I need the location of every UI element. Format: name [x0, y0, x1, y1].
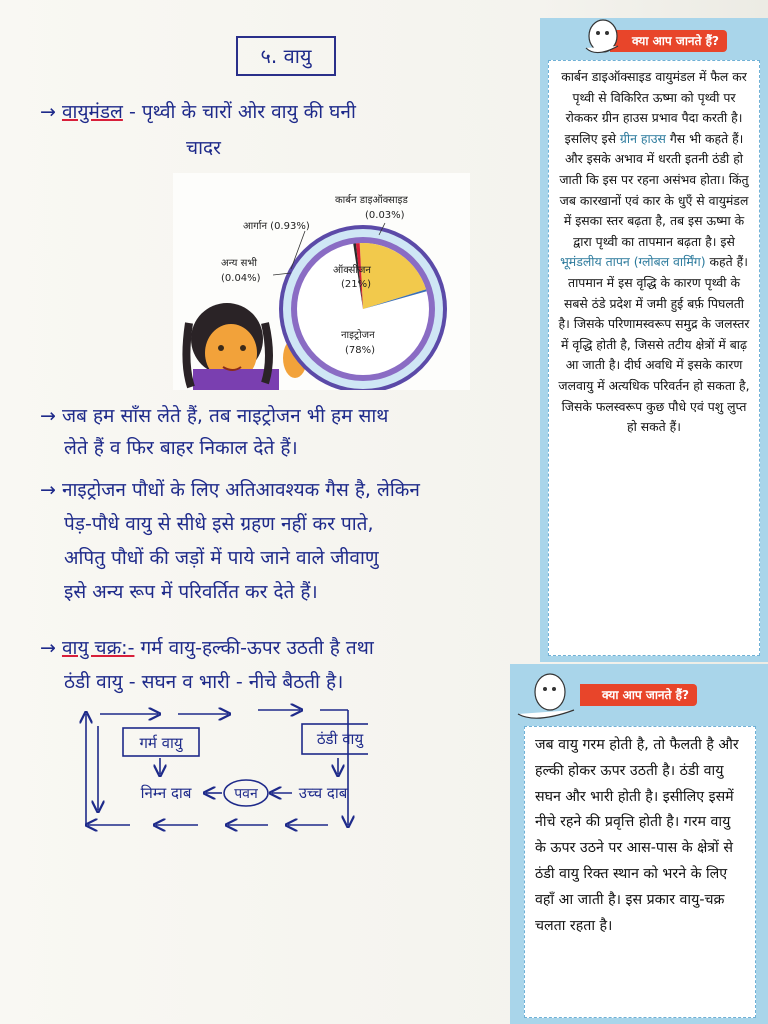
definition-line — [40, 96, 356, 129]
info-box-2-text: जब वायु गरम होती है, तो फैलती है और हल्की होकर ऊपर उठती है। ठंडी वायु सघन और भारी होती है। इसीलिए इसमें नीचे रहने की प्रवृत्ति होती है। गरम वायु के ऊपर उठने पर आस-पास के क्षेत्रों से ठंडी वायु रिक्त स्थान को भरने के लिए वहाँ आ जाती है। इस प्रकार वायु-चक्र चलता रहता है। — [535, 737, 739, 934]
para1-line2: लेते हैं व फिर बाहर निकाल देते हैं। — [64, 437, 298, 459]
definition-text-cont: चादर — [186, 137, 221, 159]
ghost-mascot-icon — [516, 670, 578, 720]
wind-label: पवन — [234, 786, 258, 802]
info-box-greenhouse — [540, 18, 768, 662]
label-oxygen: ऑक्सीजन — [333, 265, 371, 276]
para3-line2: ठंडी वायु - सघन व भारी - नीचे बैठती है। — [64, 671, 344, 693]
arrow-icon: → — [40, 405, 56, 427]
label-oxygen-pct: (21%) — [341, 279, 372, 290]
para1-line1: → जब हम साँस लेते हैं, तब नाइट्रोजन भी हम साथ — [40, 405, 389, 427]
high-pressure-label: उच्च दाब — [298, 784, 348, 802]
info-box-air-cycle — [510, 664, 768, 1024]
atmosphere-composition-figure — [173, 173, 470, 390]
label-nitrogen-pct: (78%) — [345, 345, 376, 356]
term-atmosphere: वायुमंडल — [61, 101, 123, 123]
para3-line1: → वायु चक्र:- गर्म वायु-हल्की-ऊपर उठती है तथा — [40, 637, 374, 659]
arrow-icon: → — [40, 479, 56, 501]
label-nitrogen: नाइट्रोजन — [341, 330, 375, 341]
label-others: अन्य सभी — [221, 258, 257, 269]
cold-air-label: ठंडी वायु — [316, 730, 364, 748]
label-argon: आर्गान (0.93%) — [243, 221, 310, 232]
label-co2: कार्बन डाइऑक्साइड — [335, 195, 408, 206]
info-tag-2: क्या आप जानते हैं? — [580, 684, 697, 706]
highlight-greenhouse: ग्रीन हाउस — [619, 130, 666, 146]
definition-text: - पृथ्वी के चारों ओर वायु की घनी — [128, 101, 356, 123]
info-tag-1: क्या आप जानते हैं? — [610, 30, 727, 52]
label-co2-pct: (0.03%) — [365, 210, 405, 221]
para2-line1: → नाइट्रोजन पौधों के लिए अतिआवश्यक गैस है, लेकिन — [40, 479, 420, 501]
para2-line4: इसे अन्य रूप में परिवर्तित कर देते हैं। — [64, 581, 318, 603]
arrow-icon: → — [40, 637, 56, 659]
highlight-global-warming: भूमंडलीय तापन (ग्लोबल वार्मिंग) — [560, 254, 706, 270]
info-box-2-body — [524, 726, 756, 1018]
chapter-title: ५. वायु — [236, 36, 336, 76]
composition-pie-chart — [173, 173, 470, 390]
low-pressure-label: निम्न दाब — [140, 784, 192, 802]
info-box-1-text: कार्बन डाइऑक्साइड वायुमंडल में फैल कर पृथ्वी से विकिरित ऊष्मा को पृथ्वी पर रोककर ग्रीन हाउस प्रभाव पैदा करती है। इसलिए इसे ग्रीन हाउस गैस भी कहते हैं। और इसके अभाव में धरती इतनी ठंडी हो जाती कि इस पर रहना असंभव होता। किंतु जब कारखानों एवं कार के धुएँ से वायुमंडल में इसका स्तर बढ़ता है, तब इस ऊष्मा के द्वारा पृथ्वी का तापमान बढ़ता है। इसे भूमंडलीय तापन (ग्लोबल वार्मिंग) कहते हैं। तापमान में इस वृद्धि के कारण पृथ्वी के सबसे ठंडे प्रदेश में जमी हुई बर्फ़ पिघलती है। जिसके परिणामस्वरूप समुद्र के जलस्तर में वृद्धि होती है, जिससे तटीय क्षेत्रों में बाढ़ आ जाती है। दीर्घ अवधि में इसके कारण जलवायु में अत्यधिक परिवर्तन हो सकता है, जिसके फलस्वरूप कुछ पौधे एवं पशु लुप्त हो सकते हैं। — [558, 69, 750, 435]
para2-line3: अपितु पौधों की जड़ों में पाये जाने वाले जीवाणु — [64, 547, 379, 569]
term-air-cycle: वायु चक्र:- — [61, 637, 135, 659]
info-box-1-body — [548, 60, 760, 656]
warm-air-label: गर्म वायु — [139, 734, 183, 752]
arrow-icon: → — [40, 101, 56, 123]
ghost-mascot-icon — [582, 18, 624, 54]
label-others-pct: (0.04%) — [221, 273, 261, 284]
air-cycle-diagram — [78, 700, 368, 840]
para2-line2: पेड़-पौधे वायु से सीधे इसे ग्रहण नहीं कर पाते, — [64, 513, 374, 535]
